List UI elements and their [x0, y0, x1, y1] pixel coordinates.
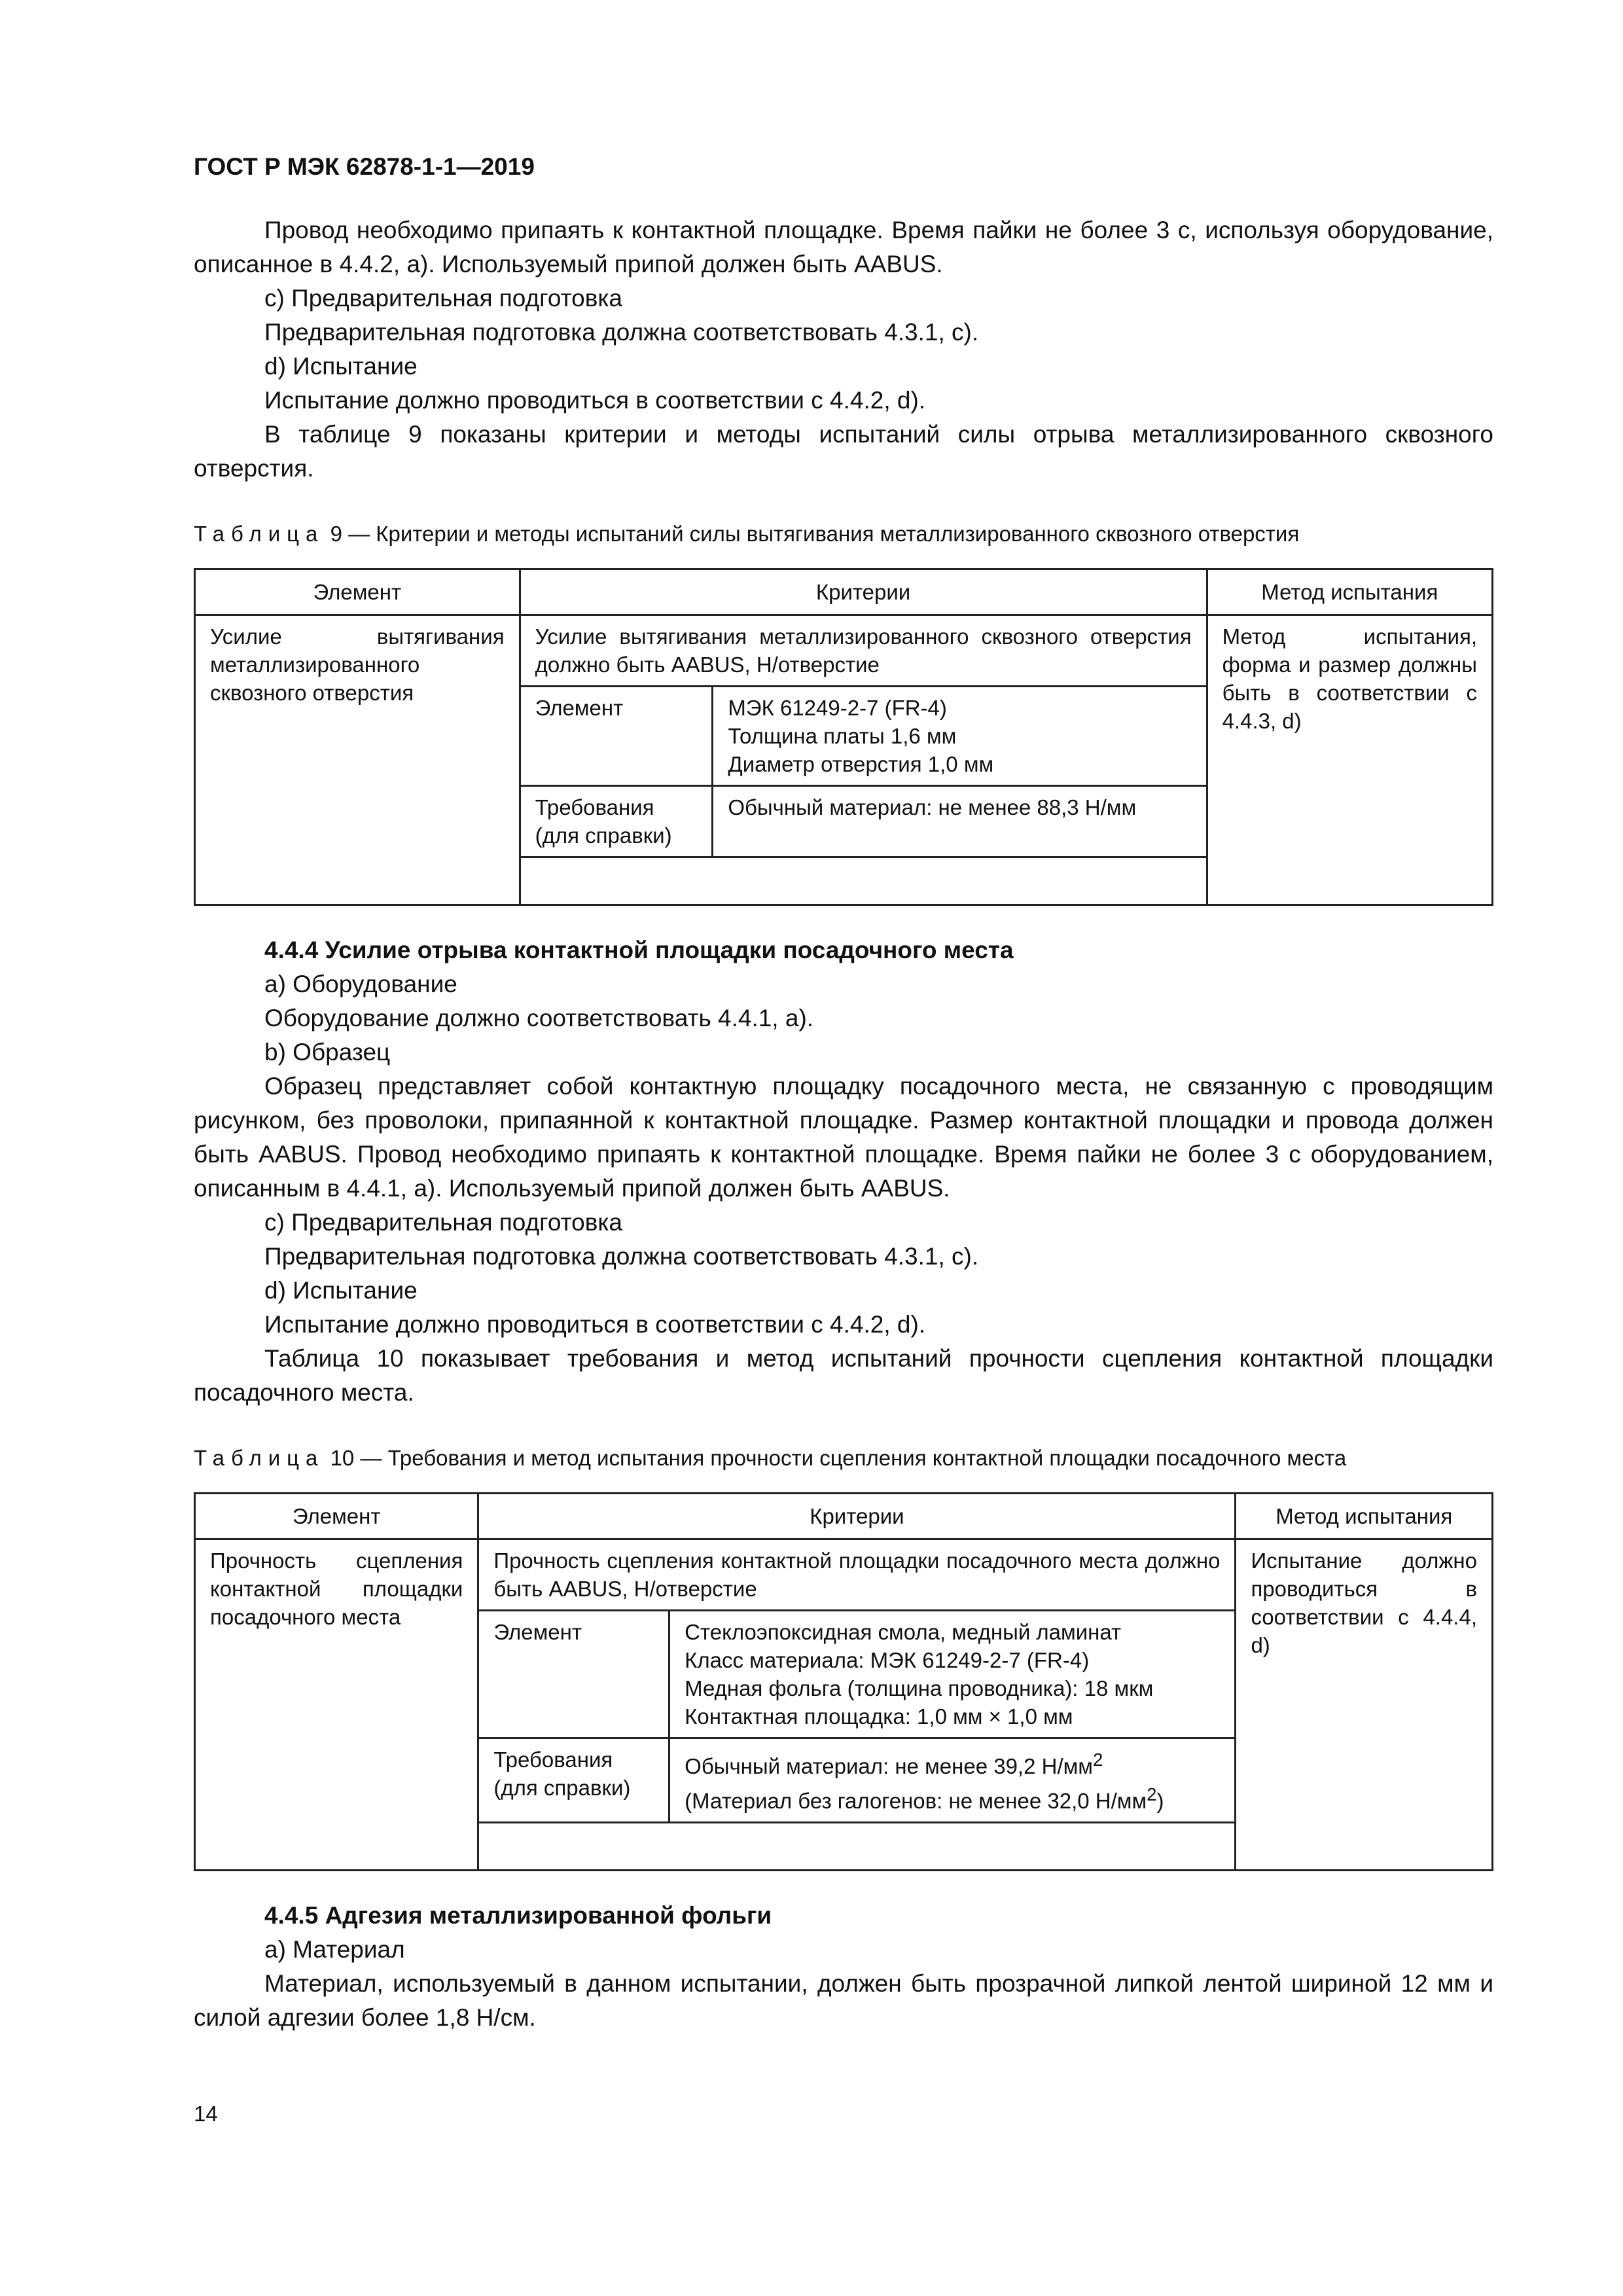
- element-cell: Прочность сцепления контактной площадки посадочного места: [195, 1539, 478, 1871]
- paragraph: a) Оборудование: [264, 971, 457, 997]
- value-line: Класс материала: МЭК 61249-2-7 (FR-4): [685, 1648, 1090, 1672]
- sub-element-values: [713, 687, 1207, 786]
- sub-element-label: Элемент: [520, 687, 713, 786]
- superscript: 2: [1092, 1749, 1103, 1770]
- table-10: [194, 1492, 1493, 1871]
- table-9-caption-text: 9 — Критерии и методы испытаний силы вытягивания металлизированного сквозного отверстия: [330, 522, 1300, 546]
- table-row: [195, 615, 1493, 687]
- header-method: Метод испытания: [1236, 1494, 1493, 1539]
- paragraph: Таблица 10 показывает требования и метод испытаний прочности сцепления контактной площадки посадочного места.: [194, 1345, 1493, 1406]
- method-cell: Метод испытания, форма и размер должны быть в соответствии с 4.4.3, d): [1207, 615, 1492, 905]
- table-10-caption-text: 10 — Требования и метод испытания прочности сцепления контактной площадки посадочного места: [330, 1446, 1347, 1470]
- value-line: Обычный материал: не менее 88,3 Н/мм: [728, 795, 1137, 819]
- table-9-caption: [194, 520, 1493, 548]
- sub-requirements-label: Требования (для справки): [520, 786, 713, 857]
- element-cell: Усилие вытягивания металлизированного сквозного отверстия: [195, 615, 520, 905]
- page-number: 14: [194, 2102, 218, 2126]
- header-element: Элемент: [195, 569, 520, 615]
- paragraph: c) Предварительная подготовка: [264, 1209, 622, 1236]
- paragraph: d) Испытание: [264, 353, 418, 380]
- value-line: МЭК 61249-2-7 (FR-4): [728, 696, 947, 720]
- value-text: ): [1156, 1789, 1164, 1813]
- criteria-cell: Усилие вытягивания металлизированного сквозного отверстия должно быть AABUS, Н/отверстие: [520, 615, 1207, 687]
- header-criteria: Критерии: [520, 569, 1207, 615]
- table-header-row: [195, 569, 1493, 615]
- paragraph: В таблице 9 показаны критерии и методы испытаний силы отрыва металлизированного сквозного отверстия.: [194, 421, 1493, 482]
- sub-element-label: Элемент: [478, 1611, 669, 1738]
- section-heading-4-4-4: 4.4.4 Усилие отрыва контактной площадки посадочного места: [264, 937, 1014, 963]
- header-element: Элемент: [195, 1494, 478, 1539]
- table-header-row: [195, 1494, 1493, 1539]
- paragraph: Предварительная подготовка должна соответствовать 4.3.1, c).: [264, 319, 979, 346]
- sub-requirements-values: [669, 1738, 1236, 1823]
- paragraph: Оборудование должно соответствовать 4.4.1, a).: [264, 1005, 814, 1031]
- value-text: Обычный материал: не менее 39,2 Н/мм: [685, 1754, 1093, 1778]
- criteria-cell: Прочность сцепления контактной площадки посадочного места должно быть AABUS, Н/отверстие: [478, 1539, 1236, 1611]
- table-9-caption-word: Таблица: [194, 522, 325, 546]
- value-line: Медная фольга (толщина проводника): 18 мкм: [685, 1676, 1154, 1700]
- paragraph: d) Испытание: [264, 1277, 418, 1304]
- header-method: Метод испытания: [1207, 569, 1492, 615]
- table-10-caption-word: Таблица: [194, 1446, 325, 1470]
- table-9: [194, 568, 1493, 906]
- value-line: Толщина платы 1,6 мм: [728, 724, 957, 748]
- paragraph: Испытание должно проводиться в соответствии с 4.4.2, d).: [264, 387, 926, 414]
- page-header: ГОСТ Р МЭК 62878-1-1—2019: [194, 153, 535, 180]
- paragraph: c) Предварительная подготовка: [264, 285, 622, 312]
- value-line: Контактная площадка: 1,0 мм × 1,0 мм: [685, 1704, 1073, 1729]
- sub-requirements-label: Требования (для справки): [478, 1738, 669, 1823]
- value-line: [685, 1746, 1220, 1780]
- method-cell: Испытание должно проводиться в соответствии с 4.4.4, d): [1236, 1539, 1493, 1871]
- value-text: (Материал без галогенов: не менее 32,0 Н/мм: [685, 1789, 1147, 1813]
- header-criteria: Критерии: [478, 1494, 1236, 1539]
- table-10-caption: [194, 1444, 1493, 1473]
- superscript: 2: [1147, 1784, 1157, 1804]
- section-heading-4-4-5: 4.4.5 Адгезия металлизированной фольги: [264, 1902, 772, 1929]
- paragraph: b) Образец: [264, 1039, 391, 1066]
- paragraph: Предварительная подготовка должна соответствовать 4.3.1, c).: [264, 1243, 979, 1270]
- paragraph: a) Материал: [264, 1936, 405, 1963]
- empty-cell: [478, 1823, 1236, 1871]
- sub-requirements-values: [713, 786, 1207, 857]
- value-line: Стеклоэпоксидная смола, медный ламинат: [685, 1620, 1122, 1644]
- paragraph: Материал, используемый в данном испытании, должен быть прозрачной липкой лентой шириной 12 мм и силой адгезии более 1,8 Н/см.: [194, 1970, 1493, 2031]
- value-line: Диаметр отверстия 1,0 мм: [728, 752, 994, 776]
- paragraph: Испытание должно проводиться в соответствии с 4.4.2, d).: [264, 1311, 926, 1338]
- empty-cell: [520, 857, 1207, 905]
- paragraph: Провод необходимо припаять к контактной площадке. Время пайки не более 3 с, используя оборудование, описанное в 4.4.2, a). Используемый припой должен быть AABUS.: [194, 217, 1493, 278]
- paragraph: Образец представляет собой контактную площадку посадочного места, не связанную с проводящим рисунком, без проволоки, припаянной к контактной площадке. Размер контактной площадки и провода должен быть AABUS. Провод необходимо припаять к контактной площадке. Время пайки не более 3 с оборудованием, описанным в 4.4.1, a). Используемый припой должен быть AABUS.: [194, 1073, 1493, 1202]
- value-line: [685, 1780, 1220, 1815]
- table-row: [195, 1539, 1493, 1611]
- sub-element-values: [669, 1611, 1236, 1738]
